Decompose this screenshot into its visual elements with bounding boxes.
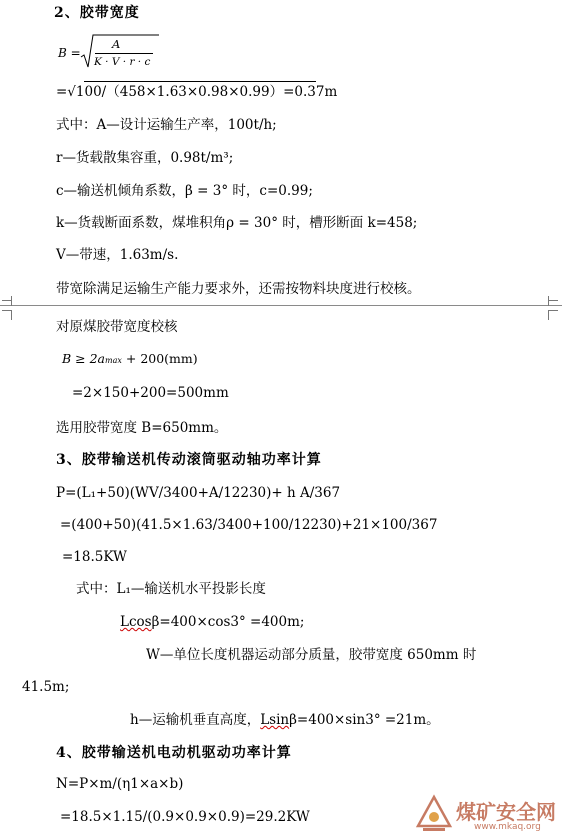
calc-line-1: =√100/（458×1.63×0.98×0.99）=0.37m <box>56 84 338 100</box>
section-3-heading: 3、胶带输送机传动滚筒驱动轴功率计算 <box>56 452 322 468</box>
k-def: k—货载断面系数，煤堆积角ρ = 30° 时，槽形断面 k=458; <box>56 215 418 231</box>
c-def: c—输送机倾角系数，β = 3° 时，c=0.99; <box>56 183 313 199</box>
page-break-line <box>0 305 562 306</box>
inequality-rhs: + 200(mm) <box>125 351 198 366</box>
h-def <box>130 711 440 729</box>
inequality-subscript: max <box>105 356 122 365</box>
section-4-heading: 4、胶带输送机电动机驱动功率计算 <box>56 745 292 761</box>
lcos-line <box>120 613 304 631</box>
lcos-word: Lcos <box>120 614 152 630</box>
w-def-cont: 41.5m; <box>22 679 70 695</box>
formula-denominator: K · V · r · c <box>94 56 151 68</box>
w-def: W—单位长度机器运动部分质量，胶带宽度 650mm 时 <box>146 647 477 663</box>
power-result: =18.5KW <box>62 549 127 565</box>
v-def: V—带速，1.63m/s. <box>56 247 179 263</box>
inequality-formula <box>62 350 198 370</box>
watermark-emblem-icon <box>414 794 454 834</box>
formula-numerator: A <box>112 37 121 51</box>
motor-power-formula: N=P×m/(η1×a×b) <box>56 776 184 792</box>
watermark-text: 煤矿安全网 <box>456 800 556 824</box>
r-def: r—货载散集容重，0.98t/m³; <box>56 150 234 166</box>
power-formula: P=(L₁+50)(WV/3400+A/12230)+ h A/367 <box>56 485 341 501</box>
page-corner-mark <box>548 310 558 311</box>
page-corner-mark <box>548 310 549 320</box>
lcos-rest: β=400×cos3° =400m; <box>151 614 305 630</box>
power-substitution: =(400+50)(41.5×1.63/3400+100/12230)+21×100/367 <box>60 517 438 533</box>
section-2-heading: 2、胶带宽度 <box>54 5 140 21</box>
motor-power-result: =18.5×1.15/(0.9×0.9×0.9)=29.2KW <box>60 809 310 825</box>
select-width: 选用胶带宽度 B=650mm。 <box>56 420 228 436</box>
where-l1-def: 式中：L₁—输送机水平投影长度 <box>76 581 266 597</box>
formula-b-label: B = <box>58 46 81 60</box>
watermark-logo <box>408 792 558 838</box>
page-corner-mark <box>548 296 549 306</box>
check-title: 对原煤胶带宽度校核 <box>56 319 178 335</box>
page-corner-mark <box>11 310 12 320</box>
lsin-word: Lsin <box>260 712 290 728</box>
watermark-url: www.mkaq.org <box>474 822 541 832</box>
h-def-rest: β=400×sin3° =21m。 <box>289 712 440 728</box>
page-corner-mark <box>11 296 12 306</box>
h-def-text: h—运输机垂直高度， <box>130 712 261 728</box>
where-a-def: 式中：A—设计运输生产率，100t/h; <box>56 117 277 133</box>
inequality-lhs: B ≥ 2a <box>62 351 106 366</box>
inequality-calc: =2×150+200=500mm <box>72 385 229 401</box>
check-note: 带宽除满足运输生产能力要求外，还需按物料块度进行校核。 <box>56 281 421 297</box>
page-corner-mark <box>548 300 558 301</box>
sqrt-overline <box>84 81 316 82</box>
